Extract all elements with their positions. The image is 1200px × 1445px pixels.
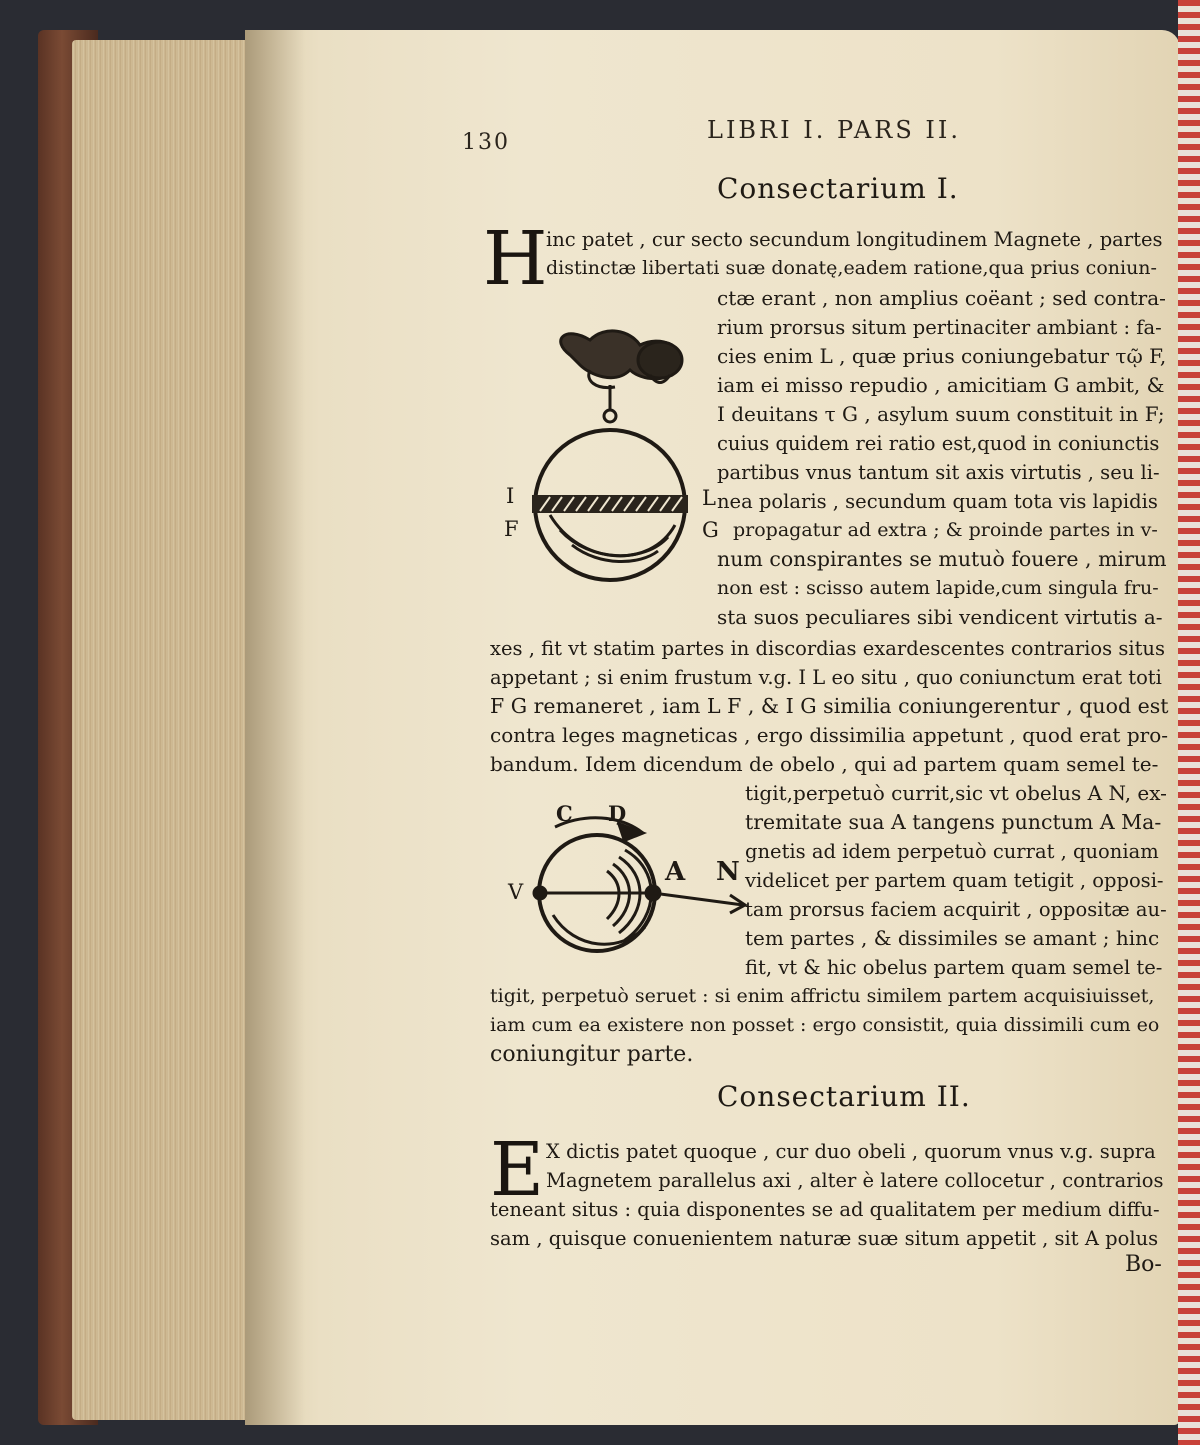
- text-line: tem partes , & dissimiles se amant ; hinc: [745, 926, 1160, 950]
- text-line: nea polaris , secundum quam tota vis lapidis: [717, 490, 1158, 513]
- magnet-needle-illustration: [525, 815, 750, 965]
- text-line: I deuitans τ G , asylum suum constituit in F;: [717, 402, 1165, 426]
- text-line: partibus vnus tantum sit axis virtutis , seu li-: [717, 461, 1160, 484]
- figure2-label-c: C: [556, 801, 573, 826]
- text-line: coniungitur parte.: [490, 1042, 694, 1067]
- text-line: cies enim L , quæ prius coniungebatur τῷ F,: [717, 344, 1167, 368]
- page-number: 130: [462, 130, 510, 155]
- text-line: fit, vt & hic obelus partem quam semel te-: [745, 956, 1163, 979]
- text-line: iam ei misso repudio , amicitiam G ambit, &: [717, 373, 1165, 397]
- text-line: non est : scisso autem lapide,cum singula fru-: [717, 577, 1159, 599]
- text-line: inc patet , cur secto secundum longitudinem Magnete , partes: [546, 228, 1163, 251]
- figure2-label-v: V: [508, 880, 524, 904]
- catchword: Bo-: [1125, 1252, 1162, 1277]
- text-line: sta suos peculiares sibi vendicent virtutis a-: [717, 605, 1163, 629]
- text-line: tremitate sua A tangens punctum A Ma-: [745, 810, 1162, 834]
- figure1-label-i: I: [506, 484, 515, 508]
- figure1-label-g: G: [702, 518, 719, 542]
- text-line: distinctæ libertati suæ donatę,eadem ratione,qua prius coniun-: [546, 257, 1157, 279]
- section2-dropcap: E: [490, 1127, 545, 1213]
- figure2-label-n: N: [716, 857, 740, 887]
- gutter-shadow: [245, 30, 305, 1425]
- cloth-ribbon: [1178, 0, 1200, 1445]
- text-line: sam , quisque conuenientem naturæ suæ situm appetit , sit A polus: [490, 1227, 1159, 1250]
- text-line: teneant situs : quia disponentes se ad qualitatem per medium diffu-: [490, 1198, 1160, 1221]
- text-line: F G remaneret , iam L F , & I G similia coniungerentur , quod est: [490, 694, 1169, 718]
- text-line: tigit,perpetuò currit,sic vt obelus A N, ex-: [745, 781, 1167, 805]
- text-line: gnetis ad idem perpetuò currat , quoniam: [745, 840, 1159, 863]
- text-line: tigit, perpetuò seruet : si enim affrictu similem partem acquisiuisset,: [490, 985, 1155, 1007]
- section2-heading: Consectarium II.: [717, 1080, 971, 1113]
- text-line: rium prorsus situm pertinaciter ambiant : fa-: [717, 316, 1162, 339]
- text-line: tam prorsus faciem acquirit , oppositæ au-: [745, 898, 1167, 921]
- section1-heading: Consectarium I.: [717, 172, 959, 205]
- text-line: xes , fit vt statim partes in discordias exardescentes contrarios situs: [490, 637, 1165, 660]
- text-line: num conspirantes se mutuò fouere , mirum: [717, 547, 1167, 571]
- text-line: X dictis patet quoque , cur duo obeli , quorum vnus v.g. supra: [546, 1140, 1156, 1163]
- text-line: propagatur ad extra ; & proinde partes in v-: [733, 519, 1158, 541]
- suspended-magnet-illustration: [520, 315, 700, 615]
- text-line: Magnetem parallelus axi , alter è latere collocetur , contrarios: [546, 1169, 1164, 1192]
- text-line: ctæ erant , non amplius coëant ; sed contra-: [717, 286, 1166, 310]
- running-title: LIBRI I. PARS II.: [707, 116, 961, 144]
- figure1-label-f: F: [504, 517, 519, 541]
- text-line: videlicet per partem quam tetigit , opposi-: [745, 869, 1164, 892]
- figure1-label-l: L: [702, 486, 716, 510]
- text-line: iam cum ea existere non posset : ergo consistit, quia dissimili cum eo: [490, 1014, 1160, 1036]
- section1-dropcap: H: [483, 216, 548, 302]
- figure2-label-d: D: [608, 801, 627, 826]
- text-line: appetant ; si enim frustum v.g. I L eo situ , quo coniunctum erat toti: [490, 666, 1162, 689]
- text-line: cuius quidem rei ratio est,quod in coniunctis: [717, 432, 1160, 455]
- text-line: bandum. Idem dicendum de obelo , qui ad partem quam semel te-: [490, 752, 1159, 776]
- page-block-edge: [72, 40, 252, 1420]
- text-line: contra leges magneticas , ergo dissimilia appetunt , quod erat pro-: [490, 723, 1168, 747]
- figure2-label-a: A: [665, 857, 686, 887]
